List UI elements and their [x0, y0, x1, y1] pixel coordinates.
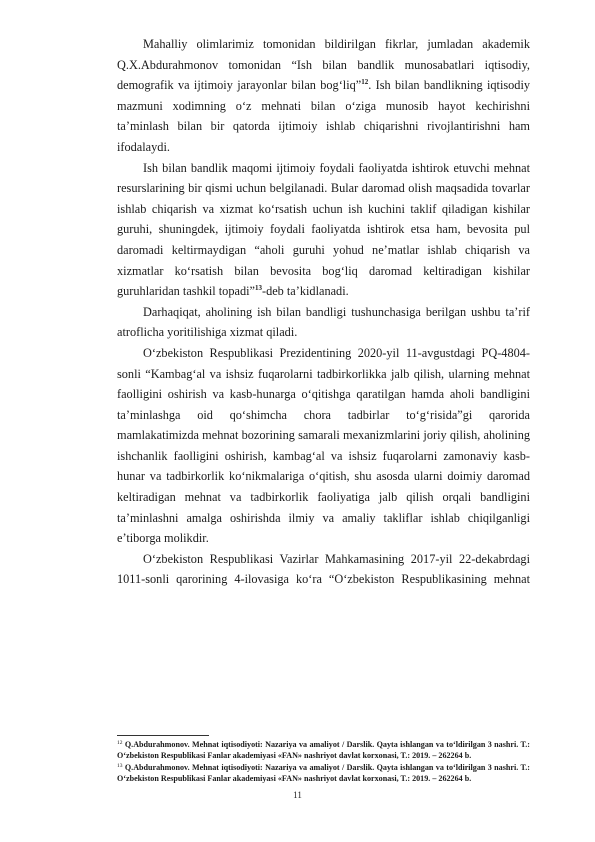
- footnote: $^{13}$ Q.Abdurahmonov. Mehnat iqtisodiyoti: Nazariya va amaliyot / Darslik. Qayta ishlangan va to‘ldirilgan 3 nashri. T.: O‘zbekiston Respublikasi Fanlar akademiyasi «FAN» nashriyot davlat korxonasi, T.: 2019. – 262264 b.: [117, 762, 530, 784]
- footnote: $^{12}$ Q.Abdurahmonov. Mehnat iqtisodiyoti: Nazariya va amaliyot / Darslik. Qayta ishlangan va to‘ldirilgan 3 nashri. T.: O‘zbekiston Respublikasi Fanlar akademiyasi «FAN» nashriyot davlat korxonasi, T.: 2019. – 262264 b.: [117, 740, 530, 761]
- footnote-ref[interactable]: 13: [254, 284, 262, 293]
- body-text: [117, 34, 530, 590]
- paragraph: O‘zbekiston Respublikasi Prezidentining 2020-yil 11-avgustdagi PQ-4804-sonli “Kambag‘al va ishsiz fuqarolarni tadbirkorlikka jalb qilish, ularning mehnat faolligini oshirish va kasb-hunarga o‘qitishga qaratilgan hamda aholi bandligini ta’minlashga oid qo‘shimcha chora tadbirlar to‘g‘risida”gi qarorida mamlakatimizda mehnat bozorining samarali mexanizmlarini joriy qilish, aholining ishchanlik faolligini oshirish, kambag‘al va ishsiz fuqarolarni zamonaviy kasb-hunar va tadbirkorlik ko‘nikmalariga o‘qitish, shu asosda ularni doimiy daromad keltiradigan mehnat va tadbirkorlik faoliyatiga jalb qilish orqali bandligini ta’minlashni amalga oshirishda ilmiy va amaliy takliflar ishlab chiqilganligi e’tiborga molikdir.: [117, 345, 530, 546]
- paragraph: Mahalliy olimlarimiz tomonidan bildirilgan fikrlar, jumladan akademik Q.X.Abdurahmonov tomonidan “Ish bilan bandlik munosabatlari iqtisodiy, demografik va ijtimoiy jarayonlar bilan bog‘liq”$^{12}$. Ish bilan bandlikning iqtisodiy mazmuni xodimning o‘z mehnati bilan o‘ziga munosib hayot kechirishni ta’minlash bilan bir qatorda ijtimoiy ishlab chiqarishni rivojlantirishni ham ifodalaydi.: [117, 37, 531, 154]
- footnote-divider: [117, 735, 209, 736]
- footnote-ref[interactable]: 12: [361, 78, 369, 87]
- footnotes: [117, 735, 530, 785]
- footnote-number: 13: [117, 762, 123, 769]
- paragraph: O‘zbekiston Respublikasi Vazirlar Mahkamasining 2017-yil 22-dekabrdagi 1011-sonli qarorining 4-ilovasiga ko‘ra “O‘zbekiston Respublikasining mehnat: [117, 551, 530, 587]
- paragraph: Ish bilan bandlik maqomi ijtimoiy foydali faoliyatda ishtirok etuvchi mehnat resurslarining bir qismi uchun belgilanadi. Bular daromad olish maqsadida tovarlar ishlab chiqarish va xizmat ko‘rsatish uchun ish kuchini taklif qiladigan kishilar guruhi, shuningdek, ijtimoiy foydali faoliyatda ishtirok etsa ham, bevosita pul daromadi keltirmaydigan “aholi guruhi yohud ne’matlar ishlab chiqarish va xizmatlar ko‘rsatish bilan bevosita bog‘liq daromad keltiradigan kishilar guruhlaridan tashkil topadi”$^{13}$-deb ta’kidlanadi.: [117, 160, 530, 299]
- document-page: [117, 34, 530, 590]
- paragraph: Darhaqiqat, aholining ish bilan bandligi tushunchasiga berilgan ushbu ta’rif atroflicha yoritilishiga xizmat qiladi.: [117, 304, 530, 340]
- footnote-number: 12: [117, 740, 123, 746]
- page-number: 11: [293, 790, 302, 800]
